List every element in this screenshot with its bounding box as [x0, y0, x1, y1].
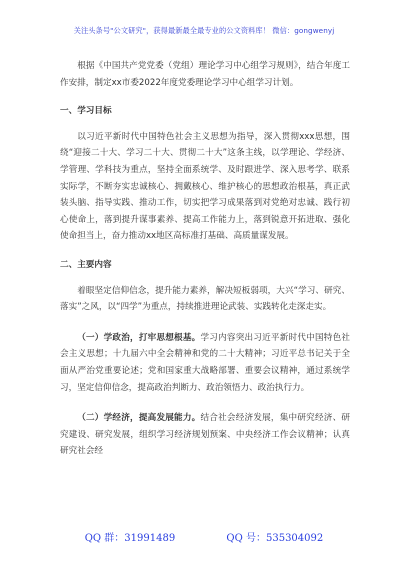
intro-paragraph: 根据《中国共产党党委（党组）理论学习中心组学习规则》，结合年度工作安排，制定xx市委2022年度党委理论学习中心组学习计划。	[60, 61, 350, 88]
section-heading-goals: 一、学习目标	[60, 106, 112, 117]
item-politics-lead: （一）学政治，打牢思想根基。	[77, 332, 201, 343]
footer-qq-number: QQ 号：535304092	[226, 533, 324, 544]
item-politics-paragraph	[60, 330, 350, 396]
document-body	[60, 58, 350, 460]
item-politics-body: 学习内容突出习近平新时代中国特色社会主义思想；十九届六中全会精神和党的二十大精神；习近平总书记关于全面从严治党重要论述；党和国家重大战略部署、重要会议精神，通过系统学习，坚定信仰信念，提高政治判断力、政治领悟力、政治执行力。	[60, 332, 350, 393]
header-banner: 关注头条号"公文研究"，获得最新最全最专业的公文资料库！ 微信：gongwenyj	[73, 26, 335, 35]
footer-contacts	[0, 529, 408, 544]
footer-qq-group: QQ 群：31991489	[84, 533, 176, 544]
item-economics-body: 结合社会经济发展，集中研究经济、研究建设、研究发展，组织学习经济规划预案、中央经济工作会议精神；认真研究社会经	[60, 413, 350, 457]
item-economics-lead: （二）学经济，提高发展能力。	[77, 413, 201, 424]
item-economics-paragraph	[60, 410, 350, 460]
content-paragraph: 着眼坚定信仰信念，提升能力素养，解决短板弱项，大兴“学习、研究、落实”之风，以“四学”为重点，持续推进理论武装、实践转化走深走实。	[60, 285, 350, 313]
goals-paragraph: 以习近平新时代中国特色社会主义思想为指导，深入贯彻xxx思想，围绕“迎接二十大、学习二十大、贯彻二十大”这条主线，以学理论、学经济、学管理、学科技为重点，坚持全面系统学、及时跟进学、深入思考学、联系实际学，不断夯实忠诚核心、拥戴核心、维护核心的思想政治根基，真正武装头脑、指导实践、推动工作，切实把学习成果落到对党绝对忠诚、践行初心使命上，落到提升谋事素养、提高工作能力上，落到锐意开拓进取、强化使命担当上，奋力推动xx地区高标准打基础、高质量谋发展。	[60, 131, 350, 242]
section-heading-content: 二、主要内容	[60, 259, 112, 270]
